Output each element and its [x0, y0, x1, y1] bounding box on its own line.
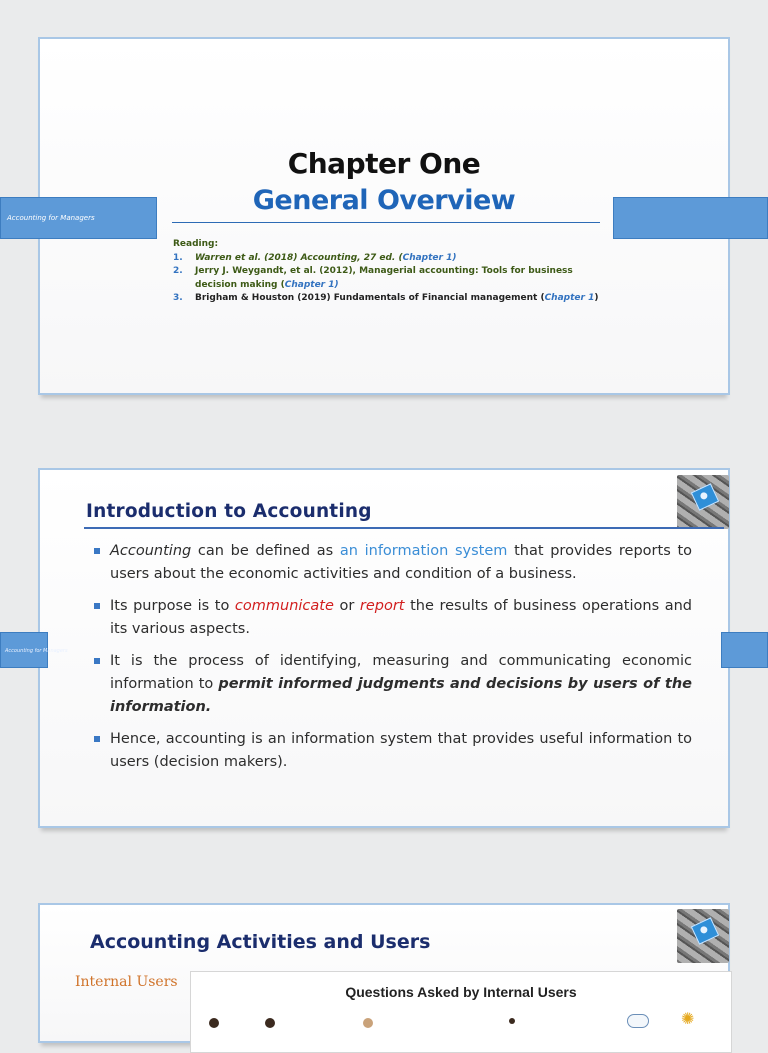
side-tab-left	[0, 197, 157, 239]
heading-divider	[84, 527, 724, 529]
bullet-item: Hence, accounting is an information system that provides useful information to users (decision makers).	[94, 728, 692, 774]
person-icon	[363, 1018, 373, 1028]
reading-label: Reading:	[173, 239, 219, 249]
bullet-list	[94, 540, 692, 783]
chapter-subtitle: General Overview	[252, 185, 516, 216]
cloud-icon	[627, 1014, 649, 1028]
reading-number: 2.	[173, 266, 183, 276]
sun-icon: ✺	[681, 1009, 695, 1028]
slide-heading: Introduction to Accounting	[86, 501, 372, 522]
reading-number: 3.	[173, 293, 183, 303]
internal-users-label: Internal Users	[75, 974, 178, 990]
internal-users-image	[190, 971, 732, 1053]
chapter-title: Chapter One	[287, 147, 481, 180]
side-tab-label: Accounting for Managers	[7, 214, 95, 222]
reading-list	[173, 238, 613, 306]
bullet-item: Accounting can be defined as an information system that provides reports to users about the economic activities and condition of a business.	[94, 540, 692, 586]
bullet-item: It is the process of identifying, measuring and communicating economic information to permit informed judgments and decisions by users of the information.	[94, 650, 692, 719]
reading-number: 1.	[173, 252, 183, 263]
slide-introduction	[38, 468, 730, 828]
keyboard-icon	[677, 475, 729, 529]
person-icon	[265, 1018, 275, 1028]
bullet-item: Its purpose is to communicate or report the results of business operations and its various aspects.	[94, 595, 692, 641]
slide-heading: Accounting Activities and Users	[90, 931, 431, 953]
keyboard-icon	[677, 909, 729, 963]
side-tab-left	[0, 632, 68, 668]
reading-item: 2. Jerry J. Weygandt, et al. (2012), Managerial accounting: Tools for business decision making (Chapter 1)	[173, 266, 573, 290]
person-icon	[209, 1018, 219, 1028]
title-divider	[172, 222, 600, 223]
reading-item: 1. Warren et al. (2018) Accounting, 27 ed. (Chapter 1)	[173, 252, 613, 266]
image-title: Questions Asked by Internal Users	[345, 984, 577, 1000]
side-tab-right	[613, 197, 768, 239]
person-icon	[509, 1018, 515, 1024]
side-tab-label: Accounting for Managers	[5, 648, 68, 654]
reading-item: 3. Brigham & Houston (2019) Fundamentals of Financial management (Chapter 1)	[173, 292, 613, 306]
side-tab-right	[721, 632, 768, 668]
slide-activities-users	[38, 903, 730, 1043]
